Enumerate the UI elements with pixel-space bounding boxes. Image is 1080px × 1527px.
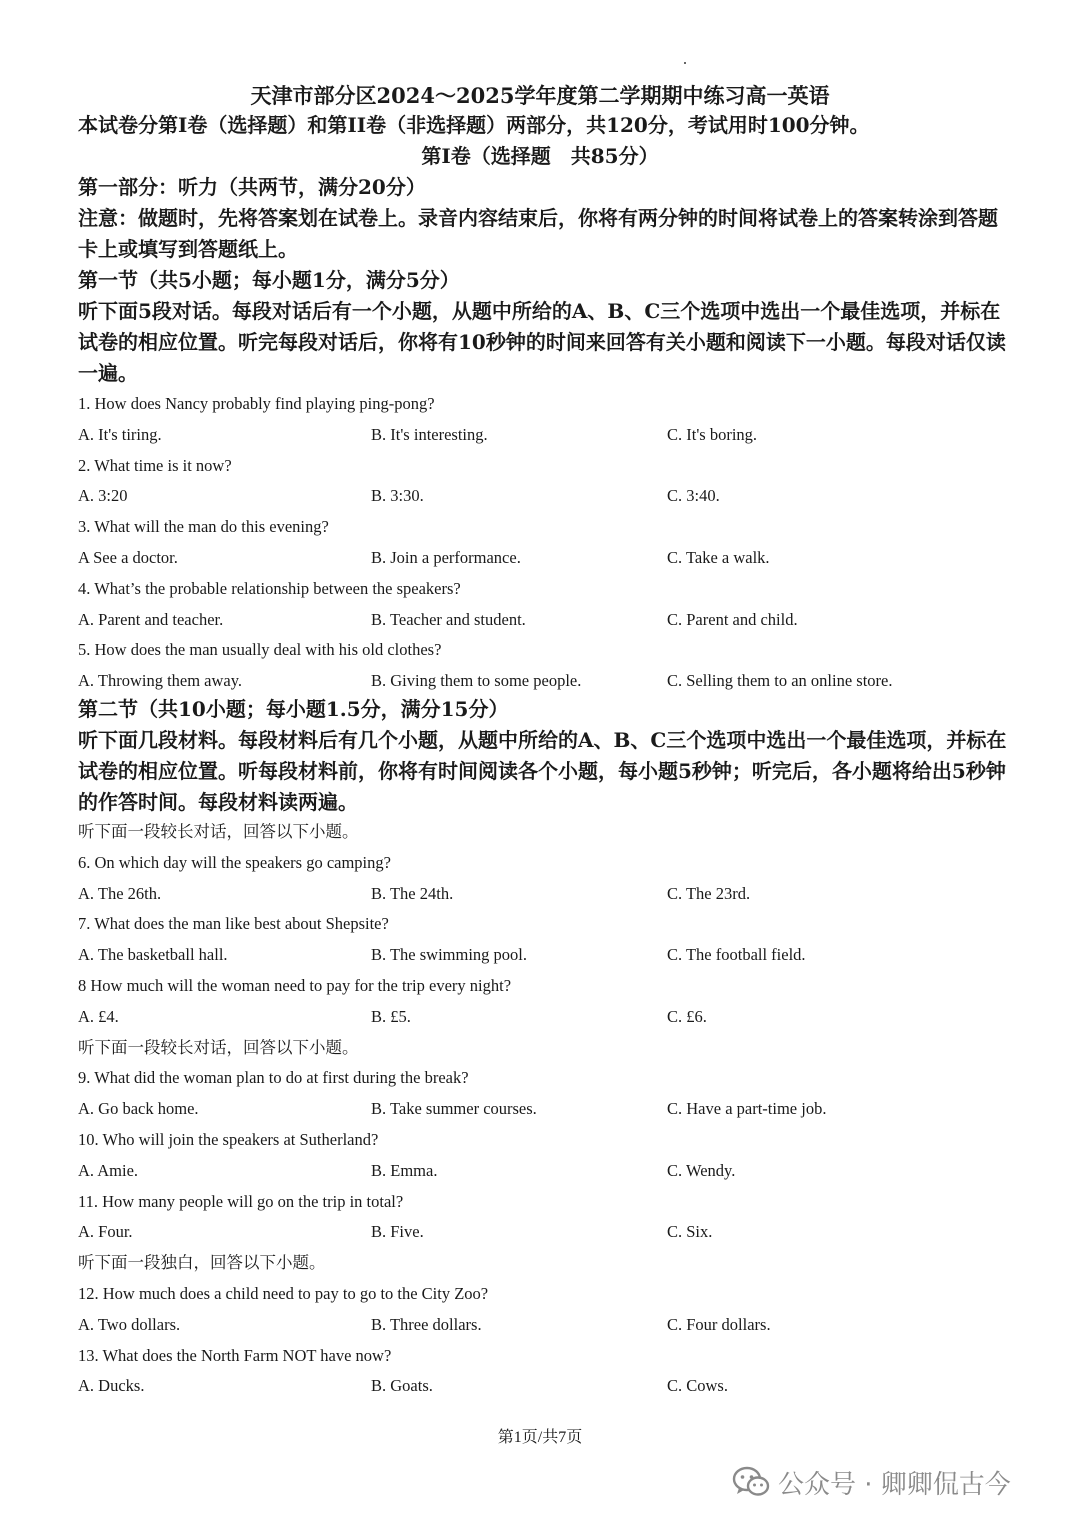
group-intro: 听下面一段独白，回答以下小题。	[78, 1253, 326, 1273]
option-a: A. The basketball hall.	[78, 945, 228, 965]
option-c: C. It's boring.	[667, 424, 758, 444]
option-row	[78, 1156, 1008, 1187]
option-b: B. Giving them to some people.	[371, 671, 582, 691]
wechat-icon	[732, 1466, 770, 1498]
option-row	[78, 1310, 1008, 1341]
group-intro: 听下面一段较长对话，回答以下小题。	[78, 822, 359, 841]
watermark-text: 公众号 · 卿卿侃古今	[778, 1469, 1011, 1500]
option-row	[78, 940, 1008, 971]
option-c: C. Parent and child.	[667, 609, 798, 629]
option-a: A. Parent and teacher.	[78, 609, 224, 629]
part1-heading: 第一部分：听力（共两节，满分20分）	[78, 175, 426, 199]
option-b: B. The 24th.	[371, 883, 454, 903]
question-text: 2. What time is it now?	[78, 455, 232, 475]
option-c: C. £6.	[667, 1006, 707, 1026]
exam-title: 天津市部分区2024～2025学年度第二学期期中练习高一英语	[250, 83, 830, 108]
option-b: B. Join a performance.	[371, 547, 521, 567]
option-c: C. 3:40.	[667, 486, 720, 506]
option-b: B. Take summer courses.	[371, 1099, 537, 1119]
option-a: A. £4.	[78, 1006, 119, 1026]
option-row	[78, 481, 1008, 512]
option-b: B. £5.	[371, 1006, 411, 1026]
option-a: A. Ducks.	[78, 1376, 145, 1396]
option-row	[78, 1371, 1008, 1402]
section2-instructions: 听下面几段材料。每段材料后有几个小题，从题中所给的A、B、C三个选项中选出一个最佳选项，并标在试卷的相应位置。听每段材料前，你将有时间阅读各个小题，每小题5秒钟；听完后，各小题将给出5秒钟的作答时间。每段材料读两遍。	[78, 728, 1007, 814]
section2-heading: 第二节（共10小题；每小题1.5分，满分15分）	[78, 697, 509, 721]
option-c: C. Cows.	[667, 1376, 728, 1396]
group-intro: 听下面一段较长对话，回答以下小题。	[78, 1037, 359, 1057]
option-a: A. Four.	[78, 1222, 133, 1242]
question-text: 8 How much will the woman need to pay for the trip every night?	[78, 975, 512, 995]
option-a: A See a doctor.	[78, 547, 178, 567]
question-text: 9. What did the woman plan to do at first during the break?	[78, 1068, 469, 1088]
option-a: A. The 26th.	[78, 883, 162, 903]
option-a: A. Two dollars.	[78, 1314, 181, 1334]
option-row	[78, 1217, 1008, 1248]
section2-questions	[78, 817, 1008, 1402]
option-a: A. 3:20	[78, 486, 128, 506]
question-text: 7. What does the man like best about Shepsite?	[78, 914, 389, 934]
option-a: A. Amie.	[78, 1160, 139, 1180]
option-b: B. Goats.	[371, 1376, 433, 1396]
option-c: C. Wendy.	[667, 1160, 736, 1180]
question-text: 5. How does the man usually deal with his old clothes?	[78, 640, 442, 660]
exam-subtitle: 本试卷分第I卷（选择题）和第II卷（非选择题）两部分，共120分，考试用时100分钟。	[78, 113, 870, 137]
option-row	[78, 1094, 1008, 1125]
part1-notice: 注意：做题时，先将答案划在试卷上。录音内容结束后，你将有两分钟的时间将试卷上的答案转涂到答题卡上或填写到答题纸上。	[78, 206, 998, 261]
option-row	[78, 879, 1008, 910]
section1-questions	[78, 389, 1008, 697]
option-b: B. Teacher and student.	[371, 609, 526, 629]
page-number: 第1页/共7页	[497, 1429, 583, 1446]
question-text: 11. How many people will go on the trip in total?	[78, 1191, 404, 1211]
option-b: B. It's interesting.	[371, 424, 488, 444]
question-text: 6. On which day will the speakers go camping?	[78, 852, 391, 872]
option-c: C. Take a walk.	[667, 547, 770, 567]
volume-heading: 第I卷（选择题 共85分）	[421, 144, 659, 168]
option-row	[78, 605, 1008, 636]
option-c: C. The football field.	[667, 945, 806, 965]
option-row	[78, 543, 1008, 574]
question-text: 4. What’s the probable relationship between the speakers?	[78, 578, 461, 598]
option-b: B. Emma.	[371, 1160, 438, 1180]
question-text: 13. What does the North Farm NOT have now?	[78, 1345, 392, 1365]
option-c: C. Have a part-time job.	[667, 1099, 827, 1119]
option-a: A. Go back home.	[78, 1099, 199, 1119]
section1-instructions: 听下面5段对话。每段对话后有一个小题，从题中所给的A、B、C三个选项中选出一个最佳选项，并标在试卷的相应位置。听完每段对话后，你将有10秒钟的时间来回答有关小题和阅读下一小题。每段对话仅读一遍。	[78, 299, 1006, 385]
option-b: B. Three dollars.	[371, 1314, 482, 1334]
option-b: B. Five.	[371, 1222, 424, 1242]
option-b: B. The swimming pool.	[371, 945, 527, 965]
option-c: C. Four dollars.	[667, 1314, 771, 1334]
option-row	[78, 1002, 1008, 1033]
question-text: 3. What will the man do this evening?	[78, 517, 329, 537]
option-a: A. It's tiring.	[78, 424, 162, 444]
section1-heading: 第一节（共5小题；每小题1分，满分5分）	[78, 268, 460, 292]
option-c: C. Six.	[667, 1222, 713, 1242]
option-c: C. The 23rd.	[667, 883, 751, 903]
option-row	[78, 420, 1008, 451]
scan-speck	[684, 62, 686, 64]
watermark	[732, 1462, 1011, 1502]
question-text: 1. How does Nancy probably find playing ping-pong?	[78, 394, 435, 413]
option-b: B. 3:30.	[371, 486, 424, 506]
question-text: 10. Who will join the speakers at Sutherland?	[78, 1129, 379, 1149]
option-a: A. Throwing them away.	[78, 671, 243, 691]
option-row	[78, 666, 1008, 697]
question-text: 12. How much does a child need to pay to go to the City Zoo?	[78, 1283, 489, 1303]
option-c: C. Selling them to an online store.	[667, 671, 893, 691]
